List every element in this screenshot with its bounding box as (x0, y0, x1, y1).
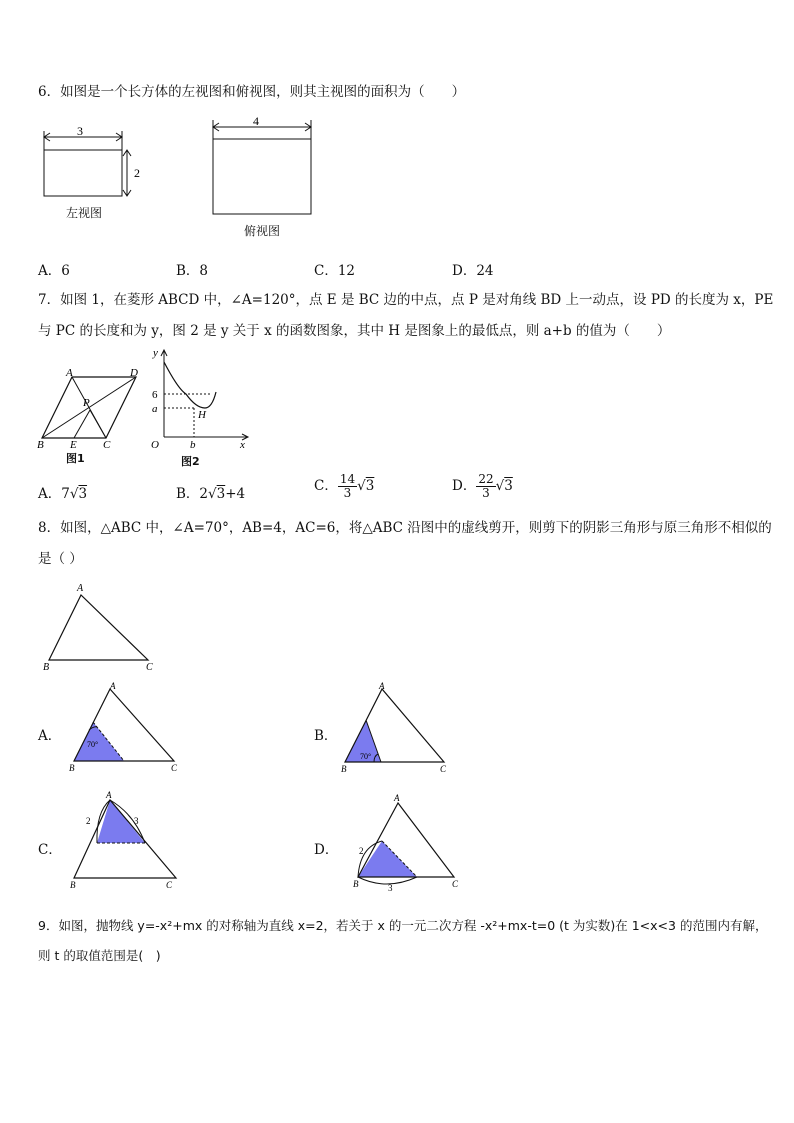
fig2-label-o: O (151, 439, 159, 451)
fig2-label-x: x (240, 439, 245, 451)
q8-b-label-b: B (341, 764, 347, 774)
q8-d-label-b: B (353, 879, 359, 889)
fig1-label-e: E (70, 439, 77, 451)
q9-line2: 则 t 的取值范围是( ) (38, 948, 161, 963)
q8-option-d-figure[interactable] (350, 795, 470, 895)
q8-a-label-b: B (69, 763, 75, 773)
fig1-label-p: P (83, 397, 90, 409)
q8-a-angle: 70° (87, 740, 99, 749)
q6-option-d[interactable]: D．24 (452, 263, 494, 279)
q7-option-a[interactable]: A．7√3 (38, 486, 88, 502)
fig2-label-y: y (153, 347, 158, 359)
fig2-label-six: 6 (152, 389, 158, 401)
q8-line2: 是（ ） (38, 551, 83, 567)
q8-main-label-c: C (146, 662, 153, 673)
q8-a-label-c: C (171, 763, 178, 773)
q8-b-label-c: C (440, 764, 447, 774)
q8-c-label-b: B (70, 880, 76, 890)
q7-line1: 7．如图 1，在菱形 ABCD 中，∠A=120°，点 E 是 BC 边的中点，点 P 是对角线 BD 上一动点，设 PD 的长度为 x，PE (38, 292, 774, 308)
q8-option-d[interactable]: D． (314, 842, 339, 858)
fig1-label-a: A (66, 367, 73, 379)
q6-top-width: 4 (253, 114, 259, 128)
q7-figure2-graph (148, 344, 258, 454)
q8-option-c-figure[interactable] (66, 792, 186, 892)
q8-option-a-figure[interactable] (66, 682, 186, 777)
q8-b-angle: 70° (360, 752, 372, 761)
q8-d-label-a: A (394, 793, 400, 803)
q6-left-caption: 左视图 (66, 206, 103, 220)
q8-option-b[interactable]: B． (314, 728, 338, 744)
q7-fig1-caption: 图1 (66, 452, 85, 465)
q8-c-len2: 2 (86, 816, 91, 826)
q7-line2: 与 PC 的长度和为 y，图 2 是 y 关于 x 的函数图象，其中 H 是图象上的最低点，则 a+b 的值为（ ） (38, 323, 671, 339)
q8-option-c[interactable]: C． (38, 842, 62, 858)
q8-line1: 8．如图，△ABC 中，∠A=70°，AB=4，AC=6，将△ABC 沿图中的虚线剪开，则剪下的阴影三角形与原三角形不相似的 (38, 520, 772, 536)
q6-option-c[interactable]: C．12 (314, 263, 356, 279)
q8-original-triangle (40, 580, 170, 675)
q6-option-a[interactable]: A．6 (38, 263, 70, 279)
q8-main-label-a: A (77, 583, 84, 594)
q8-d-len2: 2 (359, 846, 364, 856)
fig2-label-a: a (152, 403, 158, 415)
q8-option-b-figure[interactable] (336, 682, 456, 777)
q9-line1: 9．如图，抛物线 y=-x²+mx 的对称轴为直线 x=2，若关于 x 的一元二次方程 -x²+mx-t=0 (t 为实数)在 1<x<3 的范围内有解， (38, 918, 768, 933)
q6-left-width: 3 (77, 124, 83, 138)
q6-text: 6．如图是一个长方体的左视图和俯视图，则其主视图的面积为（ ） (38, 84, 466, 100)
q6-top-caption: 俯视图 (244, 224, 281, 238)
q7-fig2-caption: 图2 (181, 455, 200, 468)
q8-b-label-a: A (379, 681, 385, 691)
q8-option-a[interactable]: A． (38, 728, 62, 744)
q8-a-label-a: A (110, 681, 116, 691)
q8-c-label-c: C (166, 880, 173, 890)
fig2-label-h: H (198, 409, 206, 421)
fig1-label-b: B (37, 439, 44, 451)
q8-c-len3: 3 (134, 816, 139, 826)
q8-main-label-b: B (43, 662, 50, 673)
q6-top-view (210, 112, 320, 222)
q6-left-height: 2 (134, 166, 140, 180)
fig1-label-d: D (130, 367, 138, 379)
fig1-label-c: C (103, 439, 111, 451)
fig2-label-b: b (190, 439, 196, 451)
q6-option-b[interactable]: B．8 (176, 263, 209, 279)
q7-option-b[interactable]: B．2√3+4 (176, 486, 246, 502)
q8-d-len3: 3 (388, 883, 393, 893)
q7-option-c[interactable]: C． $\frac{14}{3}$ √3 (314, 472, 375, 500)
q7-figure1-rhombus (36, 366, 146, 466)
q8-c-label-a: A (106, 790, 112, 800)
q8-d-label-c: C (452, 879, 459, 889)
q7-option-d[interactable]: D． $\frac{22}{3}$ √3 (452, 472, 513, 500)
